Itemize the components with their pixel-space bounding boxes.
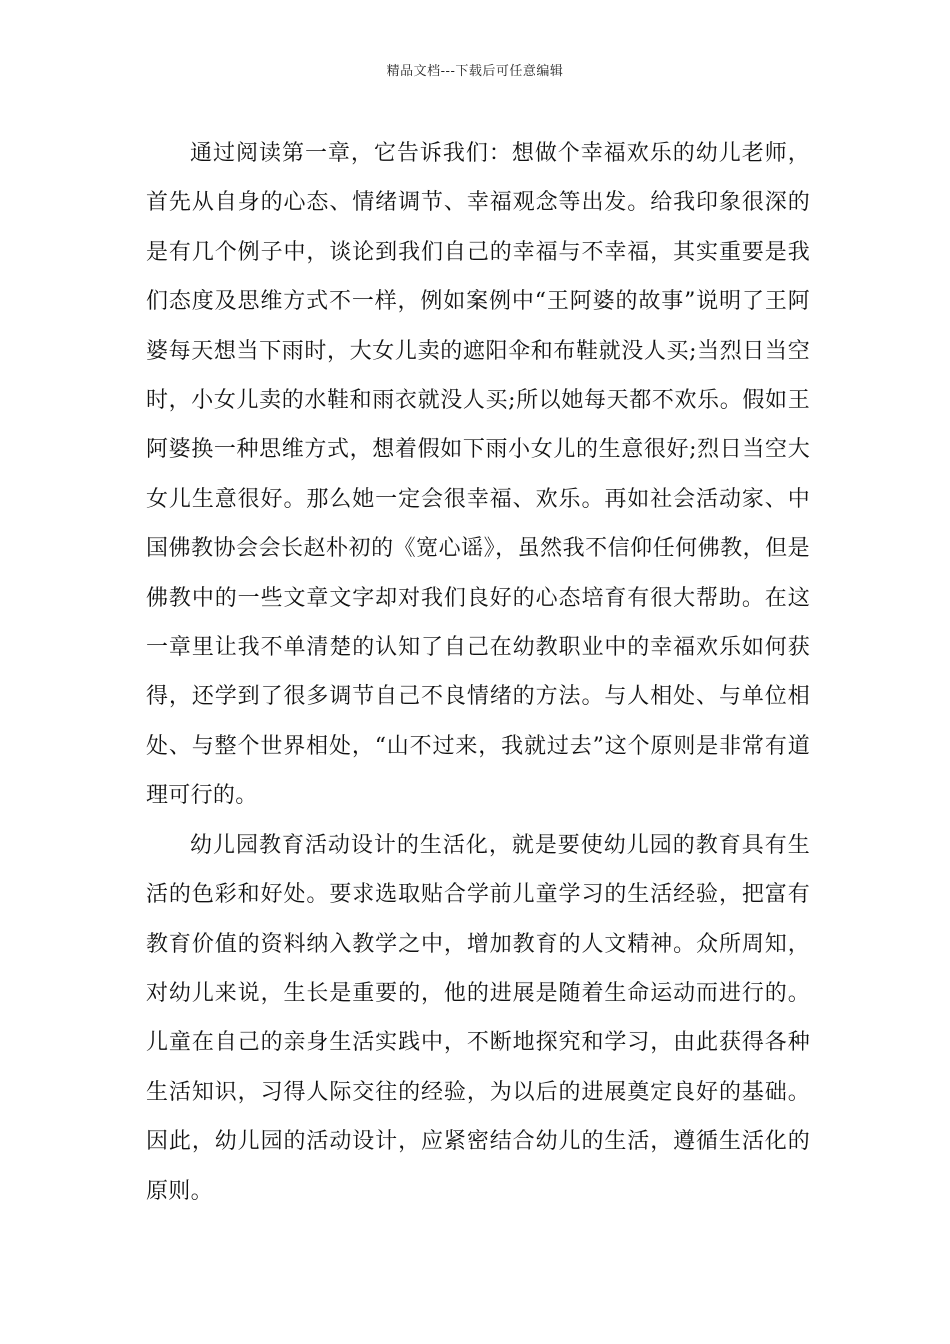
page-header: 精品文档---下载后可任意编辑 xyxy=(386,64,564,79)
paragraph-2: 幼儿园教育活动设计的生活化，就是要使幼儿园的教育具有生活的色彩和好处。要求选取贴合学前儿童学习的生活经验，把富有教育价值的资料纳入教学之中，增加教育的人文精神。众所周知，对幼儿来说，生长是重要的，他的进展是随着生命运动而进行的。儿童在自己的亲身生活实践中，不断地探究和学习，由此获得各种生活知识，习得人际交往的经验，为以后的进展奠定良好的基础。因此，幼儿园的活动设计，应紧密结合幼儿的生活，遵循生活化的原则。 xyxy=(146,832,810,1204)
document-body xyxy=(146,129,810,1216)
paragraph-1: 通过阅读第一章，它告诉我们：想做个幸福欢乐的幼儿老师，首先从自身的心态、情绪调节、幸福观念等出发。给我印象很深的是有几个例子中，谈论到我们自己的幸福与不幸福，其实重要是我们态度及思维方式不一样，例如案例中“王阿婆的故事”说明了王阿婆每天想当下雨时，大女儿卖的遮阳伞和布鞋就没人买;当烈日当空时，小女儿卖的水鞋和雨衣就没人买;所以她每天都不欢乐。假如王阿婆换一种思维方式，想着假如下雨小女儿的生意很好;烈日当空大女儿生意很好。那么她一定会很幸福、欢乐。再如社会活动家、中国佛教协会会长赵朴初的《宽心谣》，虽然我不信仰任何佛教，但是佛教中的一些文章文字却对我们良好的心态培育有很大帮助。在这一章里让我不单清楚的认知了自己在幼教职业中的幸福欢乐如何获得，还学到了很多调节自己不良情绪的方法。与人相处、与单位相处、与整个世界相处，“山不过来，我就过去”这个原则是非常有道理可行的。 xyxy=(146,141,810,809)
